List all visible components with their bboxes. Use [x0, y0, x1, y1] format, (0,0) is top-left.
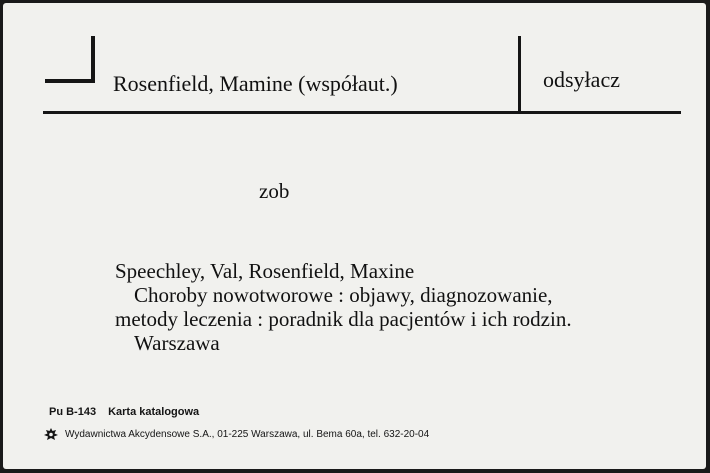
- header-rule: [43, 111, 681, 114]
- reference-type: odsyłacz: [543, 67, 620, 92]
- see-reference: zob: [259, 179, 290, 203]
- corner-mark-horizontal: [45, 79, 95, 83]
- entry-title-line-1: Choroby nowotworowe : objawy, diagnozowanie,: [134, 283, 553, 307]
- publisher-text: Wydawnictwa Akcydensowe S.A., 01-225 Warszawa, ul. Bema 60a, tel. 632-20-04: [65, 428, 430, 440]
- catalog-entry: [115, 259, 572, 355]
- form-identifier: [49, 406, 199, 418]
- entry-place: Warszawa: [134, 331, 220, 355]
- form-name: Karta katalogowa: [108, 406, 200, 418]
- publisher-imprint: [43, 427, 429, 441]
- form-code: Pu B-143: [49, 406, 97, 418]
- catalog-card: [3, 3, 706, 469]
- header-divider: [518, 36, 521, 114]
- publisher-logo-icon: [43, 427, 59, 441]
- corner-mark-vertical: [91, 36, 95, 82]
- entry-author-line: Speechley, Val, Rosenfield, Maxine: [115, 259, 415, 283]
- entry-title-line-2: metody leczenia : poradnik dla pacjentów i ich rodzin.: [115, 307, 572, 331]
- card-heading: Rosenfield, Mamine (współaut.): [113, 71, 398, 96]
